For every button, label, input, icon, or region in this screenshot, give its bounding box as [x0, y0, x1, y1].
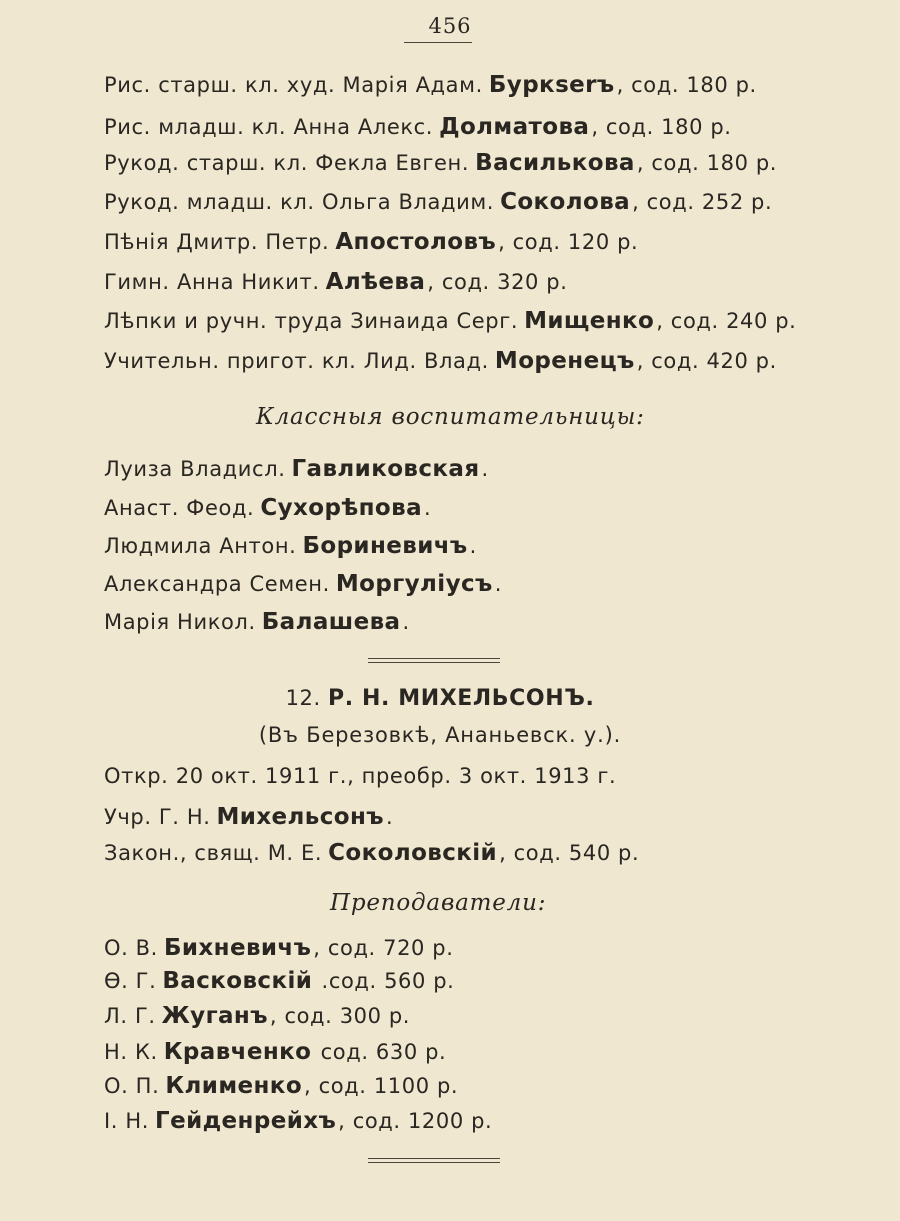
law-teacher-salary: , сод. 540 р. [499, 841, 640, 865]
governess-given-name: Луиза Владисл. [104, 457, 286, 481]
governess-surname: Сухорѣпова [260, 495, 423, 521]
governess-punct: . [481, 457, 489, 481]
teacher-line [104, 1108, 492, 1134]
section-number: 12. [285, 686, 321, 710]
teacher-surname: Кравченко [163, 1039, 312, 1065]
teacher-line [104, 968, 454, 994]
teacher-surname: Гейденрейхъ [155, 1108, 337, 1134]
governess-line [104, 609, 410, 635]
staff-position: Пѣнія Дмитр. Петр. [104, 230, 330, 254]
teacher-surname: Клименко [165, 1073, 303, 1099]
staff-salary: , сод. 180 р. [591, 115, 732, 139]
teacher-line [104, 935, 453, 961]
governess-punct: . [402, 610, 410, 634]
governess-given-name: Александра Семен. [104, 572, 330, 596]
founder-surname: Михельсонъ [216, 804, 384, 830]
teacher-initials: Н. К. [104, 1040, 158, 1064]
teacher-initials: Л. Г. [104, 1004, 156, 1028]
staff-surname: Долматова [439, 114, 590, 140]
staff-position: Рис. младш. кл. Анна Алекс. [104, 115, 434, 139]
governess-line [104, 571, 502, 597]
staff-line [104, 72, 757, 98]
governess-line [104, 456, 489, 482]
governess-punct: . [469, 534, 477, 558]
governess-surname: Гавликовская [291, 456, 480, 482]
section-name: Р. Н. МИХЕЛЬСОНЪ. [328, 686, 595, 711]
teacher-salary: сод. 630 р. [313, 1040, 447, 1064]
staff-position: Лѣпки и ручн. труда Зинаида Серг. [104, 309, 519, 333]
teacher-surname: Бихневичъ [163, 935, 312, 961]
section-divider [368, 658, 500, 664]
teacher-salary: .сод. 560 р. [314, 969, 455, 993]
governess-line [104, 495, 431, 521]
section-title [0, 686, 880, 711]
governess-surname: Бориневичъ [302, 533, 468, 559]
teacher-line [104, 1003, 410, 1029]
governess-line [104, 533, 477, 559]
staff-salary: , сод. 320 р. [427, 270, 568, 294]
governess-punct: . [494, 572, 502, 596]
governess-given-name: Анаст. Феод. [104, 496, 255, 520]
staff-position: Рукод. старш. кл. Фекла Евген. [104, 151, 470, 175]
staff-salary: , сод. 120 р. [498, 230, 639, 254]
law-teacher-title: Закон., свящ. М. Е. [104, 841, 323, 865]
teacher-salary: , сод. 720 р. [313, 936, 454, 960]
teacher-salary: , сод. 300 р. [269, 1004, 411, 1028]
staff-position: Гимн. Анна Никит. [104, 270, 320, 294]
staff-line [104, 189, 772, 215]
page-number: 456 [428, 14, 472, 38]
bottom-divider [368, 1158, 500, 1164]
teacher-line [104, 1073, 458, 1099]
governess-given-name: Людмила Антон. [104, 534, 297, 558]
opening-dates: Откр. 20 окт. 1911 г., преобр. 3 окт. 1913 г. [104, 764, 617, 788]
staff-salary: , сод. 420 р. [636, 349, 777, 373]
staff-surname: Буркserъ [488, 72, 615, 98]
teacher-line [104, 1039, 446, 1065]
law-teacher-surname: Соколовскій [328, 840, 498, 866]
teacher-surname: Жуганъ [161, 1003, 268, 1029]
staff-line [104, 229, 638, 255]
staff-surname: Мищенко [524, 308, 655, 334]
staff-position: Рукод. младш. кл. Ольга Владим. [104, 190, 495, 214]
governess-punct: . [424, 496, 432, 520]
teachers-heading: Преподаватели: [330, 890, 547, 916]
staff-salary: , сод. 252 р. [632, 190, 773, 214]
staff-surname: Алѣева [325, 269, 426, 295]
founder-line [104, 804, 393, 830]
teacher-initials: Ѳ. Г. [104, 969, 157, 993]
governesses-heading: Классныя воспитательницы: [256, 404, 645, 430]
staff-line [104, 114, 732, 140]
teacher-salary: , сод. 1200 р. [338, 1109, 493, 1133]
staff-position: Рис. старш. кл. худ. Марія Адам. [104, 73, 483, 97]
law-teacher-line [104, 840, 639, 866]
teacher-initials: О. П. [104, 1074, 160, 1098]
governess-given-name: Марія Никол. [104, 610, 256, 634]
governess-surname: Моргуліусъ [335, 571, 493, 597]
staff-line [104, 348, 777, 374]
page-number-underline [404, 42, 472, 43]
staff-surname: Соколова [500, 189, 631, 215]
staff-position: Учительн. пригот. кл. Лид. Влад. [104, 349, 489, 373]
founder-punct: . [385, 805, 394, 829]
teacher-initials: О. В. [104, 936, 158, 960]
teacher-salary: , сод. 1100 р. [304, 1074, 459, 1098]
founder-initials: Учр. Г. Н. [104, 805, 211, 829]
staff-line [104, 150, 777, 176]
section-location: (Въ Березовкѣ, Ананьевск. у.). [258, 723, 622, 747]
teacher-surname: Васковскій [162, 968, 313, 994]
staff-salary: , сод. 240 р. [656, 309, 797, 333]
teacher-initials: І. Н. [104, 1109, 150, 1133]
staff-line [104, 269, 567, 295]
staff-line [104, 308, 796, 334]
staff-surname: Василькова [475, 150, 635, 176]
staff-salary: , сод. 180 р. [636, 151, 778, 175]
staff-salary: , сод. 180 р. [616, 73, 757, 97]
governess-surname: Балашева [261, 609, 401, 635]
staff-surname: Апостоловъ [335, 229, 497, 255]
staff-surname: Моренецъ [494, 348, 635, 374]
